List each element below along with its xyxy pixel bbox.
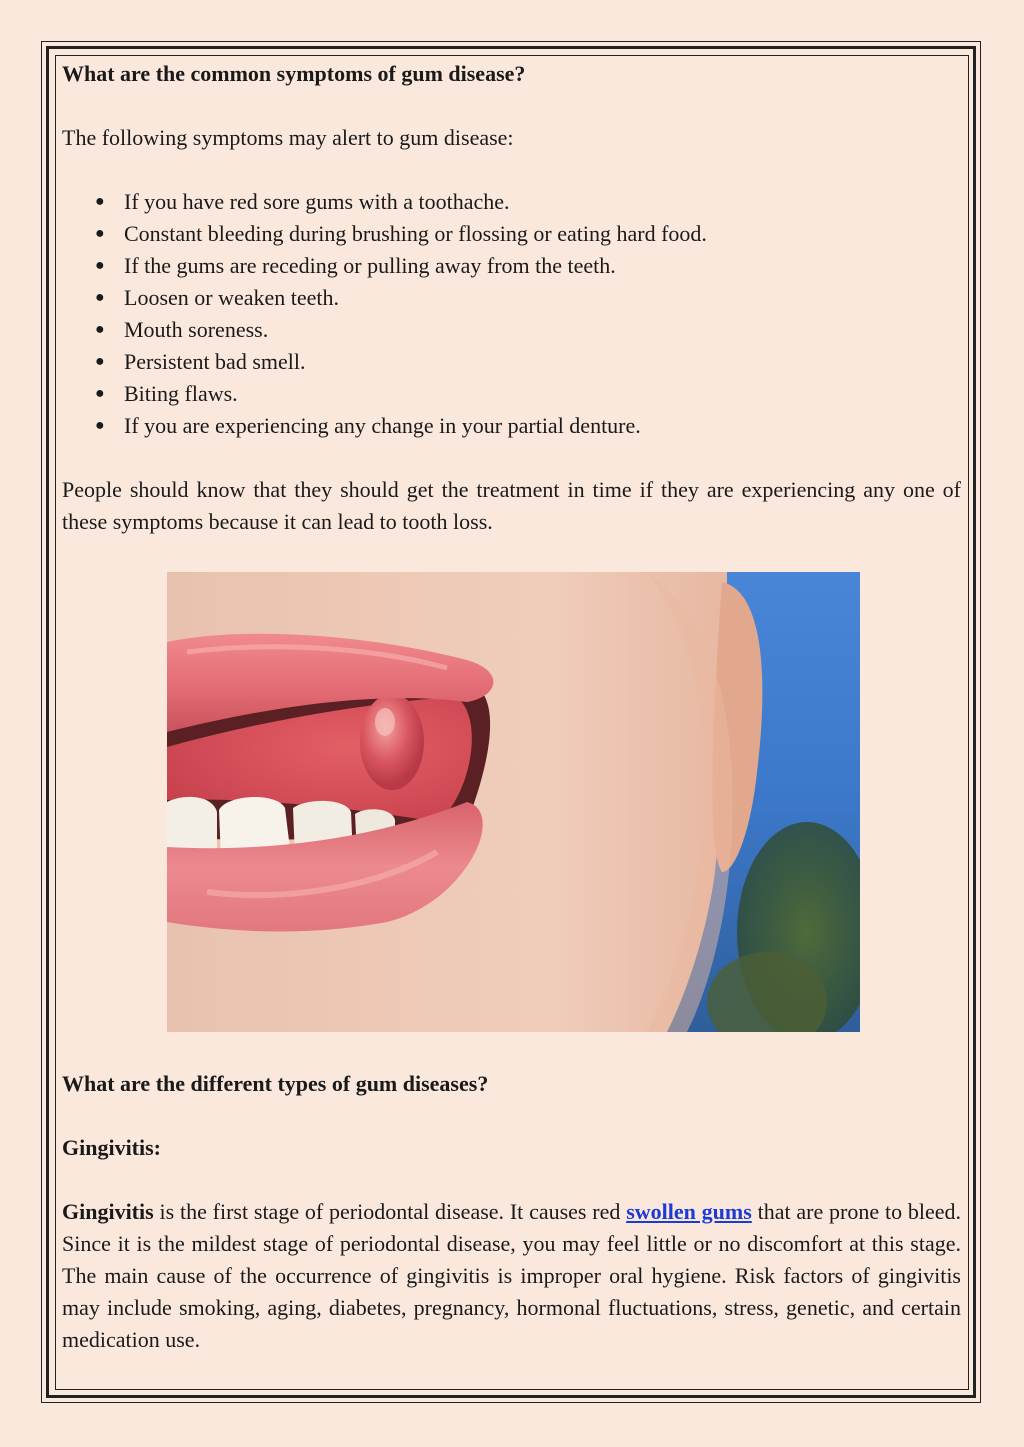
symptoms-intro: The following symptoms may alert to gum disease:: [62, 125, 514, 150]
section-symptoms: [62, 58, 961, 538]
bullet-icon: ●: [95, 353, 105, 370]
list-item: ● Biting flaws.: [62, 378, 961, 410]
swollen-gums-link[interactable]: swollen gums: [626, 1199, 752, 1224]
bullet-icon: ●: [95, 225, 105, 242]
list-item: ● If the gums are receding or pulling away from the teeth.: [62, 250, 961, 282]
list-item: ● Persistent bad smell.: [62, 346, 961, 378]
types-heading: What are the different types of gum diseases?: [62, 1071, 489, 1096]
bullet-icon: ●: [95, 417, 105, 434]
bullet-icon: ●: [95, 385, 105, 402]
list-item: ● If you have red sore gums with a toothache.: [62, 186, 961, 218]
bullet-icon: ●: [95, 193, 105, 210]
gingivitis-subheading: Gingivitis:: [62, 1135, 162, 1160]
list-item: ● If you are experiencing any change in your partial denture.: [62, 410, 961, 442]
list-item: ● Loosen or weaken teeth.: [62, 282, 961, 314]
list-item: ● Mouth soreness.: [62, 314, 961, 346]
gum-disease-photo: [167, 572, 860, 1032]
gingivitis-term: Gingivitis: [62, 1199, 154, 1224]
symptoms-list: [62, 186, 961, 442]
list-item: ● Constant bleeding during brushing or flossing or eating hard food.: [62, 218, 961, 250]
symptoms-heading: What are the common symptoms of gum disease?: [62, 61, 526, 86]
bullet-icon: ●: [95, 257, 105, 274]
section-types: [62, 1068, 961, 1356]
symptoms-conclusion: People should know that they should get the treatment in time if they are experiencing any one of these symptoms because it can lead to tooth loss.: [62, 477, 961, 534]
bullet-icon: ●: [95, 321, 105, 338]
gingivitis-paragraph: Gingivitis is the first stage of periodontal disease. It causes red swollen gums that are prone to bleed. Since it is the mildest stage of periodontal disease, you may feel little or no discomfort at this stage. The main cause of the occurrence of gingivitis is improper oral hygiene. Risk factors of gingivitis may include smoking, aging, diabetes, pregnancy, hormonal fluctuations, stress, genetic, and certain medication use.: [62, 1199, 962, 1352]
bullet-icon: ●: [95, 289, 105, 306]
